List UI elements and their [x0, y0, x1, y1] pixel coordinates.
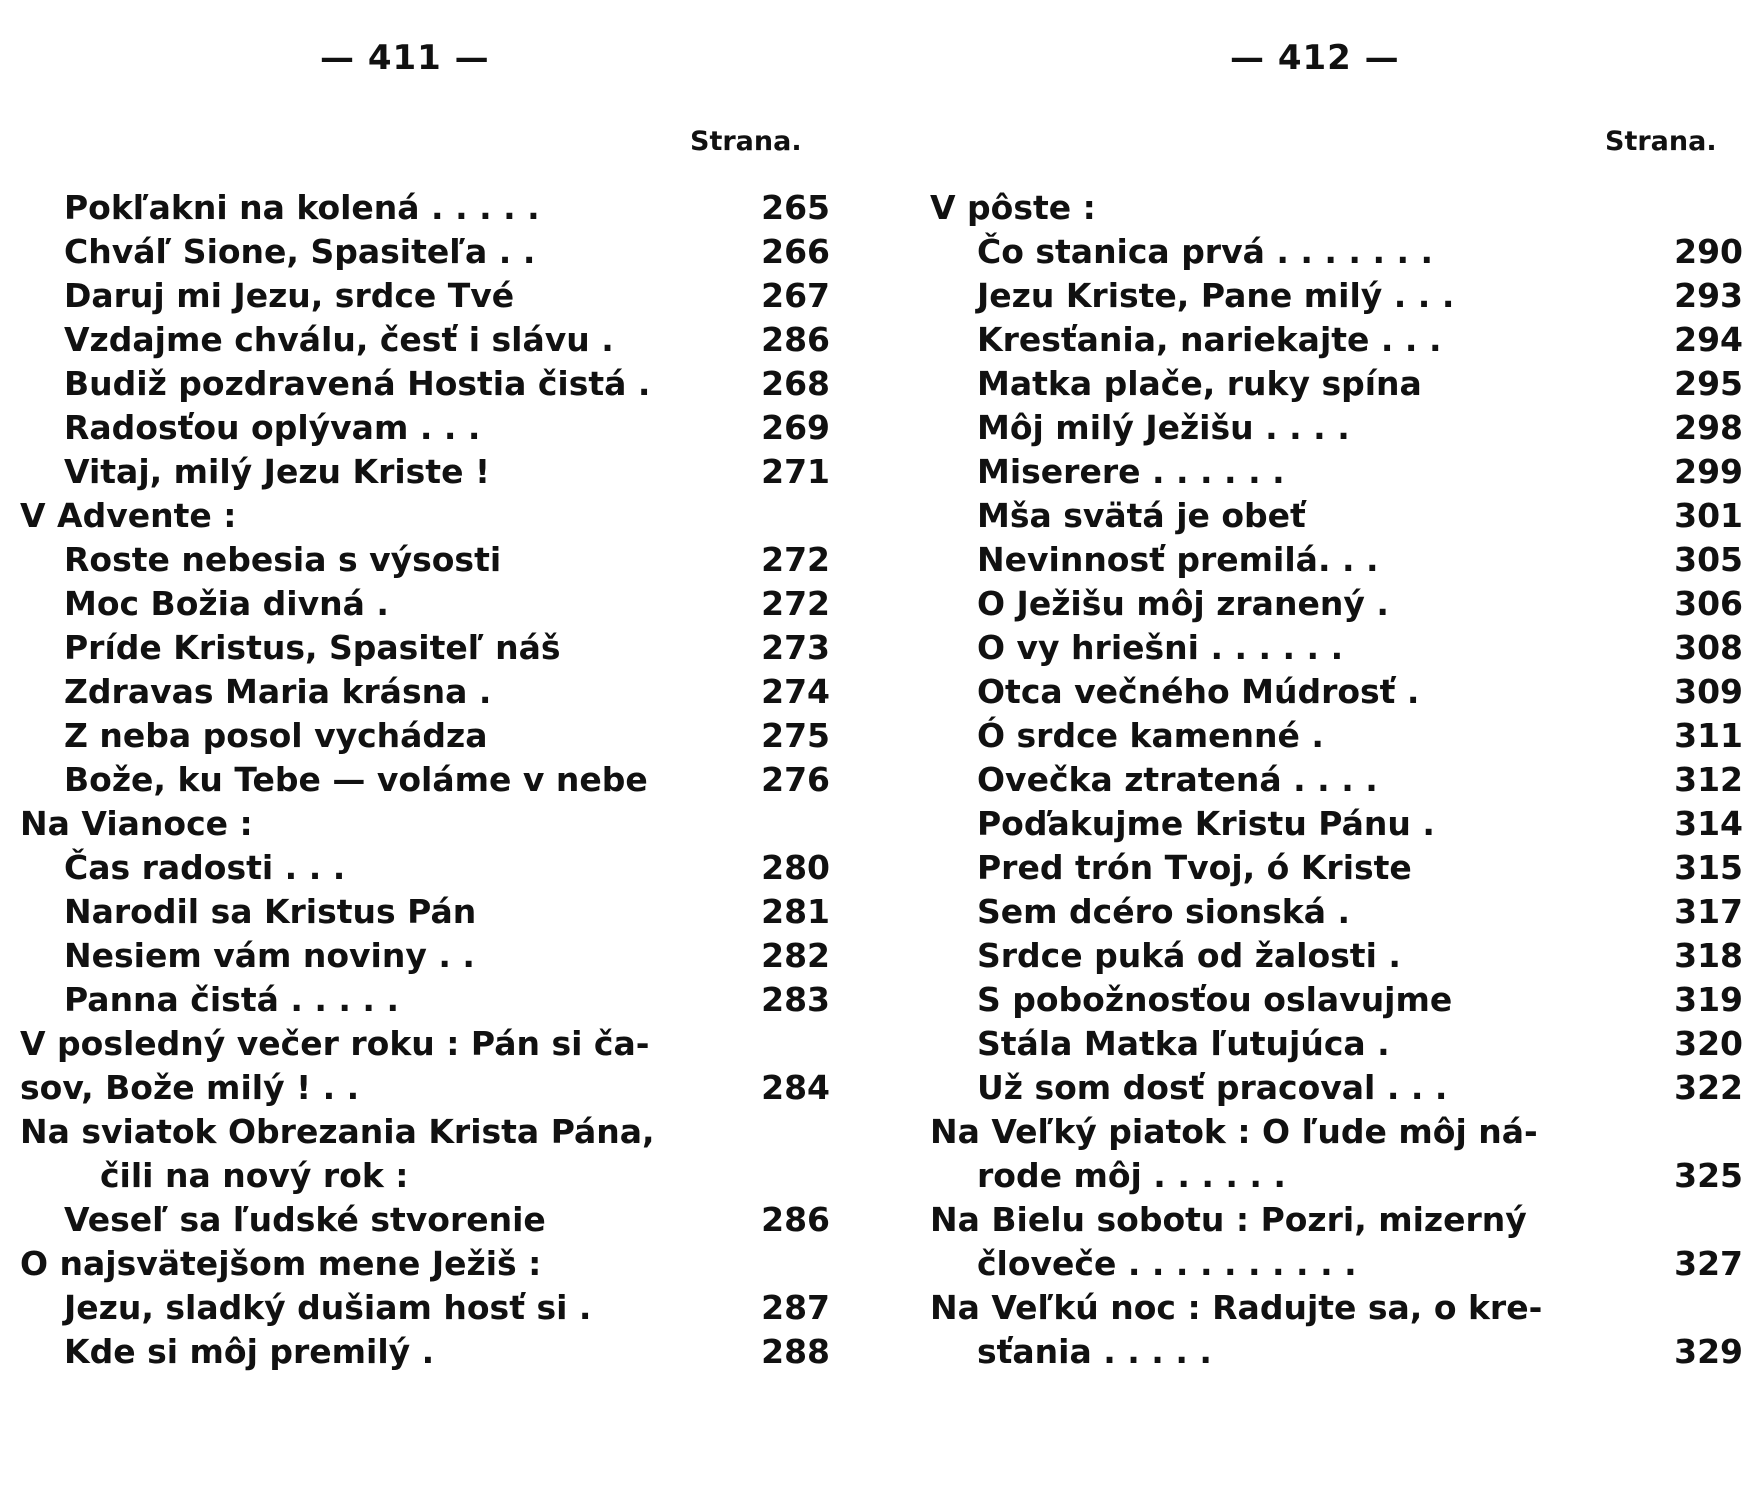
entry-page: 287 — [761, 1288, 830, 1327]
toc-entry — [20, 890, 830, 934]
section-title: Na Veľký piatok : O ľude môj ná- — [930, 1112, 1538, 1151]
entry-page: 282 — [761, 936, 830, 975]
toc-entry — [925, 1066, 1743, 1110]
entry-page: 283 — [761, 980, 830, 1019]
entry-title: Nevinnosť premilá. . . — [977, 540, 1379, 579]
entry-title: Už som dosť pracoval . . . — [977, 1068, 1448, 1107]
entry-page: 298 — [1674, 408, 1743, 447]
entry-page: 273 — [761, 628, 830, 667]
toc-entry — [20, 186, 830, 230]
entry-page: 308 — [1674, 628, 1743, 667]
toc-entry-continued — [925, 1330, 1743, 1374]
entry-page: 305 — [1674, 540, 1743, 579]
entry-page: 286 — [761, 1200, 830, 1239]
entry-page: 266 — [761, 232, 830, 271]
entry-title: rode môj . . . . . . — [977, 1156, 1286, 1195]
toc-entry — [925, 362, 1743, 406]
entry-page: 315 — [1674, 848, 1743, 887]
section-title: V pôste : — [930, 188, 1096, 227]
table-of-contents — [925, 186, 1743, 1374]
entry-title: Čas radosti . . . — [64, 848, 346, 887]
entry-page: 280 — [761, 848, 830, 887]
entry-title: Ó srdce kamenné . — [977, 716, 1324, 755]
entry-title: Otca večného Múdrosť . — [977, 672, 1420, 711]
entry-page: 295 — [1674, 364, 1743, 403]
entry-title: Ovečka ztratená . . . . — [977, 760, 1378, 799]
entry-title: Roste nebesia s výsosti — [64, 540, 502, 579]
toc-entry — [20, 538, 830, 582]
entry-title: Mša svätá je obeť — [977, 496, 1306, 535]
entry-title: Panna čistá . . . . . — [64, 980, 399, 1019]
toc-entry — [20, 274, 830, 318]
entry-page: 265 — [761, 188, 830, 227]
entry-page: 272 — [761, 584, 830, 623]
toc-section-heading — [20, 1022, 820, 1066]
column-header-strana: Strana. — [690, 126, 802, 157]
toc-section-heading — [20, 802, 820, 846]
entry-title: Kde si môj premilý . — [64, 1332, 435, 1371]
entry-page: 322 — [1674, 1068, 1743, 1107]
toc-entry — [925, 626, 1743, 670]
toc-entry — [925, 890, 1743, 934]
toc-entry — [20, 934, 830, 978]
toc-entry — [925, 274, 1743, 318]
entry-title: Moc Božia divná . — [64, 584, 389, 623]
toc-section-heading — [925, 186, 1725, 230]
entry-title: Miserere . . . . . . — [977, 452, 1285, 491]
entry-title: Sem dcéro sionská . — [977, 892, 1351, 931]
section-title: Na sviatok Obrezania Krista Pána, — [20, 1112, 655, 1151]
entry-title: Daruj mi Jezu, srdce Tvé — [64, 276, 515, 315]
entry-page: 274 — [761, 672, 830, 711]
entry-title: Radosťou oplývam . . . — [64, 408, 481, 447]
entry-title: Poďakujme Kristu Pánu . — [977, 804, 1435, 843]
toc-entry-continued — [925, 1154, 1743, 1198]
toc-entry — [925, 758, 1743, 802]
entry-title: Chváľ Sione, Spasiteľa . . — [64, 232, 536, 271]
entry-page: 329 — [1674, 1332, 1743, 1371]
entry-page: 309 — [1674, 672, 1743, 711]
entry-title: Príde Kristus, Spasiteľ náš — [64, 628, 561, 667]
toc-entry — [925, 1022, 1743, 1066]
toc-entry — [925, 538, 1743, 582]
entry-title: Môj milý Ježišu . . . . — [977, 408, 1350, 447]
entry-title: Vitaj, milý Jezu Kriste ! — [64, 452, 491, 491]
entry-page: 271 — [761, 452, 830, 491]
toc-entry — [925, 318, 1743, 362]
toc-entry — [20, 1198, 830, 1242]
toc-section-heading-continued — [20, 1154, 820, 1198]
entry-page: 275 — [761, 716, 830, 755]
toc-entry — [925, 406, 1743, 450]
entry-title: Jezu Kriste, Pane milý . . . — [977, 276, 1455, 315]
entry-title: Kresťania, nariekajte . . . — [977, 320, 1442, 359]
toc-entry — [20, 450, 830, 494]
entry-title: človeče . . . . . . . . . . — [977, 1244, 1357, 1283]
toc-entry — [925, 230, 1743, 274]
toc-section-heading — [20, 1242, 820, 1286]
section-title: Na Veľkú noc : Radujte sa, o kre- — [930, 1288, 1543, 1327]
table-of-contents — [20, 186, 830, 1374]
section-title: čili na nový rok : — [100, 1156, 409, 1195]
toc-entry — [20, 714, 830, 758]
toc-entry — [20, 978, 830, 1022]
toc-entry — [20, 758, 830, 802]
toc-entry — [20, 406, 830, 450]
entry-title: sťania . . . . . — [977, 1332, 1212, 1371]
entry-title: Budiž pozdravená Hostia čistá . — [64, 364, 651, 403]
section-title: Na Bielu sobotu : Pozri, mizerný — [930, 1200, 1527, 1239]
entry-page: 314 — [1674, 804, 1743, 843]
toc-entry — [925, 670, 1743, 714]
toc-entry — [925, 450, 1743, 494]
entry-page: 299 — [1674, 452, 1743, 491]
entry-title: Zdravas Maria krásna . — [64, 672, 492, 711]
entry-page: 327 — [1674, 1244, 1743, 1283]
toc-entry — [925, 802, 1743, 846]
entry-page: 294 — [1674, 320, 1743, 359]
toc-entry — [20, 362, 830, 406]
entry-page: 311 — [1674, 716, 1743, 755]
toc-entry-continued — [20, 1066, 830, 1110]
toc-entry — [20, 230, 830, 274]
toc-entry-continued — [925, 1242, 1743, 1286]
toc-entry — [925, 934, 1743, 978]
toc-entry — [925, 846, 1743, 890]
toc-entry — [20, 1330, 830, 1374]
entry-title: Matka plače, ruky spína — [977, 364, 1422, 403]
toc-section-heading — [925, 1198, 1725, 1242]
entry-page: 284 — [761, 1068, 830, 1107]
entry-title: Z neba posol vychádza — [64, 716, 488, 755]
entry-page: 306 — [1674, 584, 1743, 623]
entry-page: 269 — [761, 408, 830, 447]
section-title: Na Vianoce : — [20, 804, 253, 843]
section-title: V posledný večer roku : Pán si ča- — [20, 1024, 650, 1063]
column-header-strana: Strana. — [1605, 126, 1717, 157]
toc-entry — [925, 978, 1743, 1022]
entry-title: S pobožnosťou oslavujme — [977, 980, 1453, 1019]
toc-entry — [20, 1286, 830, 1330]
entry-page: 320 — [1674, 1024, 1743, 1063]
toc-section-heading — [20, 1110, 820, 1154]
entry-title: Srdce puká od žalosti . — [977, 936, 1401, 975]
entry-page: 276 — [761, 760, 830, 799]
toc-entry — [925, 494, 1743, 538]
section-title: V Advente : — [20, 496, 237, 535]
entry-page: 318 — [1674, 936, 1743, 975]
entry-page: 272 — [761, 540, 830, 579]
entry-page: 267 — [761, 276, 830, 315]
entry-page: 319 — [1674, 980, 1743, 1019]
entry-title: Jezu, sladký dušiam hosť si . — [64, 1288, 592, 1327]
entry-page: 268 — [761, 364, 830, 403]
entry-page: 286 — [761, 320, 830, 359]
entry-title: sov, Bože milý ! . . — [20, 1068, 360, 1107]
entry-title: Pred trón Tvoj, ó Kriste — [977, 848, 1412, 887]
entry-title: Vzdajme chválu, česť i slávu . — [64, 320, 614, 359]
entry-title: Nesiem vám noviny . . — [64, 936, 475, 975]
entry-page: 293 — [1674, 276, 1743, 315]
entry-title: Veseľ sa ľudské stvorenie — [64, 1200, 546, 1239]
entry-page: 312 — [1674, 760, 1743, 799]
toc-entry — [925, 714, 1743, 758]
entry-title: Čo stanica prvá . . . . . . . — [977, 232, 1434, 271]
entry-title: Narodil sa Kristus Pán — [64, 892, 477, 931]
entry-title: Bože, ku Tebe — voláme v nebe — [64, 760, 648, 799]
toc-entry — [20, 670, 830, 714]
entry-page: 290 — [1674, 232, 1743, 271]
entry-title: Stála Matka ľutujúca . — [977, 1024, 1390, 1063]
entry-page: 281 — [761, 892, 830, 931]
section-title: O najsvätejšom mene Ježiš : — [20, 1244, 542, 1283]
toc-entry — [20, 318, 830, 362]
entry-title: Pokľakni na kolená . . . . . — [64, 188, 540, 227]
toc-entry — [20, 846, 830, 890]
toc-section-heading — [925, 1110, 1725, 1154]
entry-page: 301 — [1674, 496, 1743, 535]
entry-title: O Ježišu môj zranený . — [977, 584, 1389, 623]
entry-page: 325 — [1674, 1156, 1743, 1195]
toc-section-heading — [925, 1286, 1725, 1330]
entry-page: 288 — [761, 1332, 830, 1371]
toc-section-heading — [20, 494, 820, 538]
page-number: — 411 — — [320, 38, 490, 78]
page-number: — 412 — — [1230, 38, 1400, 78]
toc-entry — [20, 582, 830, 626]
entry-page: 317 — [1674, 892, 1743, 931]
entry-title: O vy hriešni . . . . . . — [977, 628, 1344, 667]
toc-entry — [20, 626, 830, 670]
toc-entry — [925, 582, 1743, 626]
